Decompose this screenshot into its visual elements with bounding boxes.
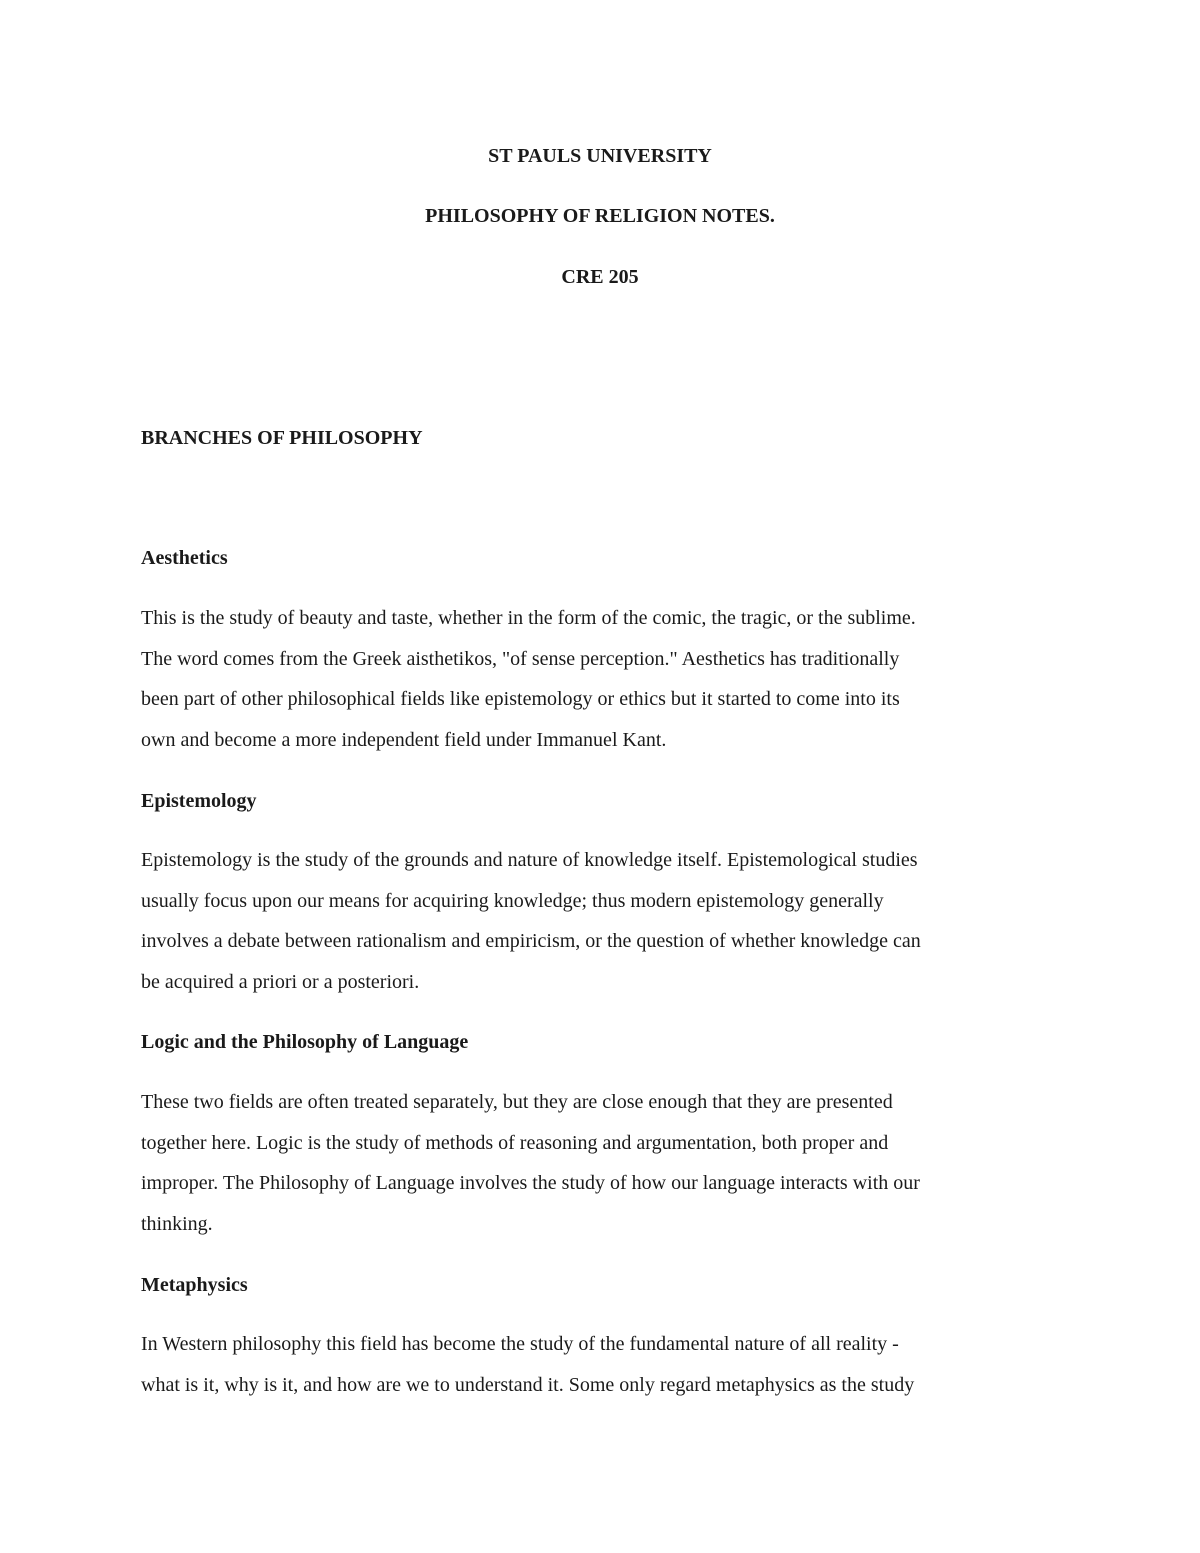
heading-aesthetics: Aesthetics [141, 547, 228, 569]
paragraph-aesthetics [141, 598, 1066, 761]
paragraph-metaphysics [141, 1324, 1066, 1405]
text-line: improper. The Philosophy of Language involves the study of how our language interacts with our [141, 1172, 920, 1195]
text-line: The word comes from the Greek aisthetikos, "of sense perception." Aesthetics has traditionally [141, 647, 900, 670]
university-title: ST PAULS UNIVERSITY [488, 145, 712, 167]
text-line: be acquired a priori or a posteriori. [141, 971, 420, 994]
heading-metaphysics: Metaphysics [141, 1274, 248, 1296]
course-code: CRE 205 [561, 266, 639, 288]
text-line: what is it, why is it, and how are we to understand it. Some only regard metaphysics as the study [141, 1373, 915, 1396]
text-line: involves a debate between rationalism and empiricism, or the question of whether knowledge can [141, 930, 921, 953]
paragraph-logic-language [141, 1082, 1066, 1245]
text-line: This is the study of beauty and taste, whether in the form of the comic, the tragic, or the sublime. [141, 607, 916, 629]
text-line: been part of other philosophical fields like epistemology or ethics but it started to come into its [141, 688, 900, 711]
text-line: thinking. [141, 1213, 213, 1236]
section-title: BRANCHES OF PHILOSOPHY [141, 427, 423, 449]
text-line: Epistemology is the study of the grounds and nature of knowledge itself. Epistemological studies [141, 849, 918, 871]
heading-logic-language: Logic and the Philosophy of Language [141, 1031, 469, 1053]
paragraph-epistemology [141, 840, 1066, 1003]
text-line: In Western philosophy this field has become the study of the fundamental nature of all reality - [141, 1333, 899, 1355]
text-line: usually focus upon our means for acquiring knowledge; thus modern epistemology generally [141, 889, 884, 912]
course-title: PHILOSOPHY OF RELIGION NOTES. [425, 205, 775, 227]
text-line: together here. Logic is the study of methods of reasoning and argumentation, both proper and [141, 1131, 889, 1154]
text-line: own and become a more independent field under Immanuel Kant. [141, 729, 667, 752]
text-line: These two fields are often treated separately, but they are close enough that they are presented [141, 1091, 893, 1113]
heading-epistemology: Epistemology [141, 790, 257, 812]
